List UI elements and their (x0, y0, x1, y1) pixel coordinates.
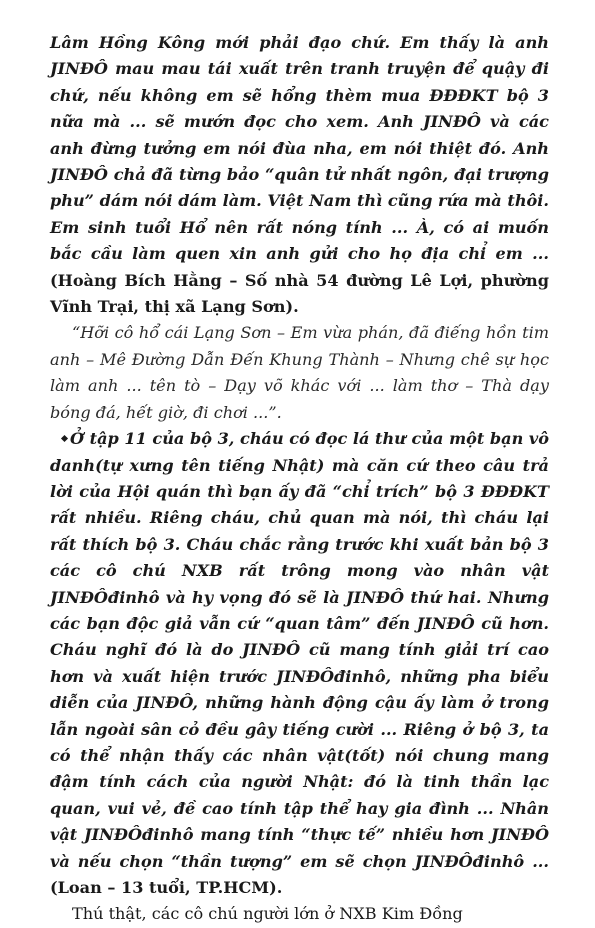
editor-reply (50, 320, 549, 426)
reply-body: Thú thật, các cô chú người lớn ở NXB Kim Đồng (72, 904, 463, 924)
letter-signature: (Hoàng Bích Hằng – Số nhà 54 đường Lê Lợi, phường Vĩnh Trại, thị xã Lạng Sơn). (50, 270, 549, 317)
letter-signature: (Loan – 13 tuổi, TP.HCM). (50, 878, 283, 897)
letter-hoang-bich-hang (50, 30, 549, 320)
diamond-bullet-icon (61, 435, 68, 442)
editor-reply (50, 901, 549, 927)
letter-loan (50, 426, 549, 901)
letter-body: Ở tập 11 của bộ 3, cháu có đọc lá thư của một bạn vô danh(tự xưng tên tiếng Nhật) mà căn cứ theo câu trả lời của Hội quán thì bạn ấy đã “chỉ trích” bộ 3 ĐĐĐKT rất nhiều. Riêng cháu, chủ quan mà nói, thì cháu lại rất thích bộ 3. Cháu chắc rằng trước khi xuất bản bộ 3 các cô chú NXB rất trông mong vào nhân vật JINĐÔđinhô và hy vọng đó sẽ là JINĐÔ thứ hai. Nhưng các bạn độc giả vẫn cứ “quan tâm” đến JINĐÔ cũ hơn. Cháu nghĩ đó là do JINĐÔ cũ mang tính giải trí cao hơn và xuất hiện trước JINĐÔđinhô, những pha biểu diễn của JINĐÔ, những hành động cậu ấy làm ở trong lẫn ngoài sân cỏ đều gây tiếng cười ... Riêng ở bộ 3, ta có thể nhận thấy các nhân vật(tốt) nói chung mang đậm tính cách của người Nhật: đó là tinh thần lạc quan, vui vẻ, đề cao tính tập thể hay gia đình ... Nhân vật JINĐÔđinhô mang tính “thực tế” nhiều hơn JINĐÔ và nếu chọn “thần tượng” em sẽ chọn JINĐÔđinhô ... (50, 429, 549, 871)
reply-body: “Hỡi cô hổ cái Lạng Sơn – Em vừa phán, đã điếng hồn tim anh – Mê Đường Dẫn Đến Khung Thành – Nhưng chê sự học làm anh ... tên tò – Dạy võ khác với ... làm thơ – Thà dạy bóng đá, hết giờ, đi chơi ...”. (50, 323, 549, 422)
letter-body: Lâm Hồng Kông mới phải đạo chứ. Em thấy là anh JINĐÔ mau mau tái xuất trên tranh truyện để quậy đi chứ, nếu không em sẽ hổng thèm mua ĐĐĐKT bộ 3 nữa mà ... sẽ mướn đọc cho xem. Anh JINĐÔ và các anh đừng tưởng em nói đùa nha, em nói thiệt đó. Anh JINĐÔ chả đã từng bảo “quân tử nhất ngôn, đại trượng phu” dám nói dám làm. Việt Nam thì cũng rứa mà thôi. Em sinh tuổi Hổ nên rất nóng tính ... À, có ai muốn bắc cầu làm quen xin anh gửi cho họ địa chỉ em ... (50, 33, 549, 264)
